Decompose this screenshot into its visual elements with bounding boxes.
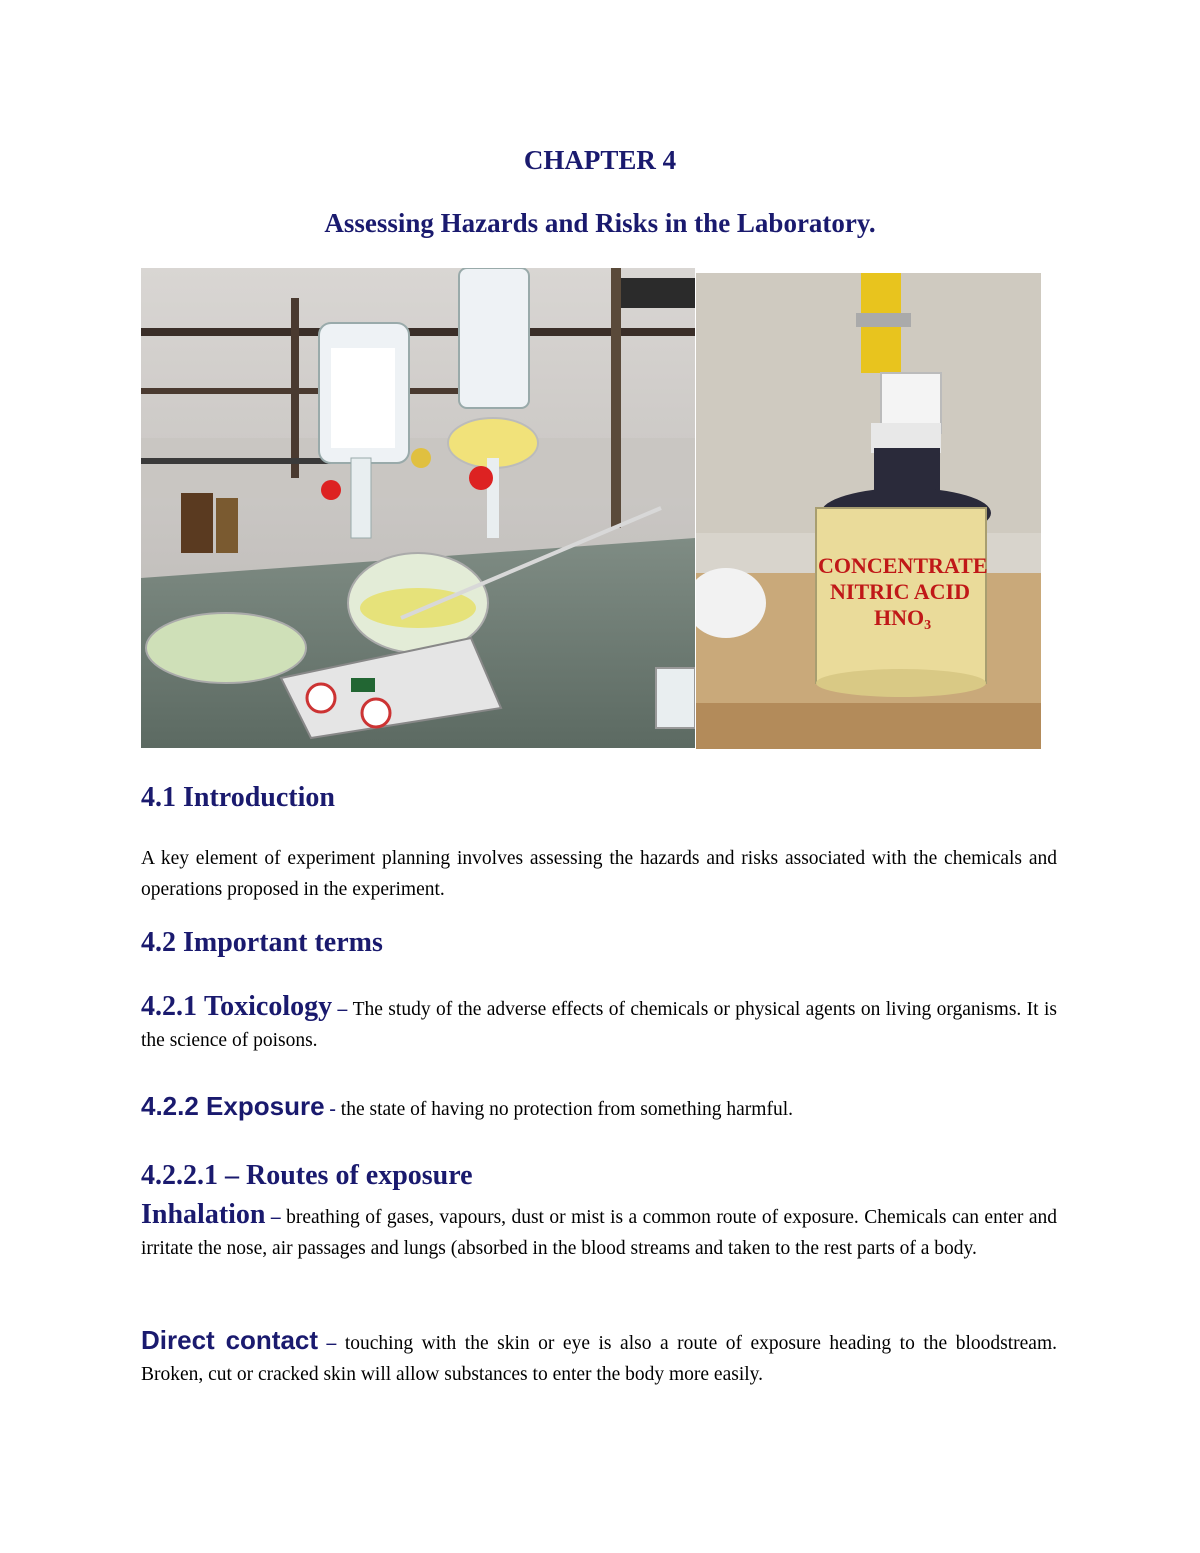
toxicology-definition: The study of the adverse effects of chemicals or physical agents on living organisms. It is the science of poisons. bbox=[141, 999, 1057, 1051]
section-heading-important-terms: 4.2 Important terms bbox=[141, 927, 383, 958]
exposure-definition: the state of having no protection from something harmful. bbox=[340, 1099, 793, 1120]
exposure-term: 4.2.2 Exposure bbox=[141, 1091, 325, 1121]
inhalation-separator: – bbox=[265, 1207, 287, 1228]
inhalation-term: Inhalation bbox=[141, 1199, 266, 1230]
label-line-1: CONCENTRATE bbox=[818, 553, 988, 578]
routes-heading: 4.2.2.1 – Routes of exposure bbox=[141, 1160, 473, 1191]
direct-contact-term: Direct contact bbox=[141, 1325, 319, 1355]
exposure-separator: - bbox=[324, 1099, 341, 1120]
toxicology-term: 4.2.1 Toxicology bbox=[141, 991, 333, 1022]
toxicology-paragraph bbox=[141, 991, 1057, 1056]
direct-contact-definition: touching with the skin or eye is also a route of exposure heading to the bloodstream. Broken, cut or cracked skin will allow substances to enter the body more easily. bbox=[141, 1333, 1057, 1385]
page-title: Assessing Hazards and Risks in the Laboratory. bbox=[324, 208, 876, 238]
inhalation-definition: breathing of gases, vapours, dust or mist is a common route of exposure. Chemicals can enter and irritate the nose, air passages and lungs (absorbed in the blood streams and taken to the rest parts of a body. bbox=[141, 1207, 1057, 1259]
chapter-heading: CHAPTER 4 bbox=[523, 145, 677, 175]
direct-contact-separator: – bbox=[318, 1333, 345, 1354]
label-line-3-sub: 3 bbox=[924, 618, 932, 633]
direct-contact-paragraph bbox=[141, 1325, 1057, 1390]
inhalation-paragraph bbox=[141, 1199, 1057, 1264]
exposure-paragraph bbox=[141, 1091, 1057, 1125]
label-line-3 bbox=[874, 605, 931, 633]
label-line-2: NITRIC ACID bbox=[830, 579, 970, 604]
label-line-3-main: HNO bbox=[874, 605, 925, 630]
introduction-paragraph: A key element of experiment planning involves assessing the hazards and risks associated with the chemicals and operations proposed in the experiment. bbox=[141, 848, 1057, 900]
toxicology-separator: – bbox=[332, 999, 353, 1020]
nitric-acid-bottle-photo bbox=[696, 273, 1041, 749]
glassware-apparatus-photo bbox=[141, 268, 695, 748]
section-heading-introduction: 4.1 Introduction bbox=[141, 782, 335, 813]
